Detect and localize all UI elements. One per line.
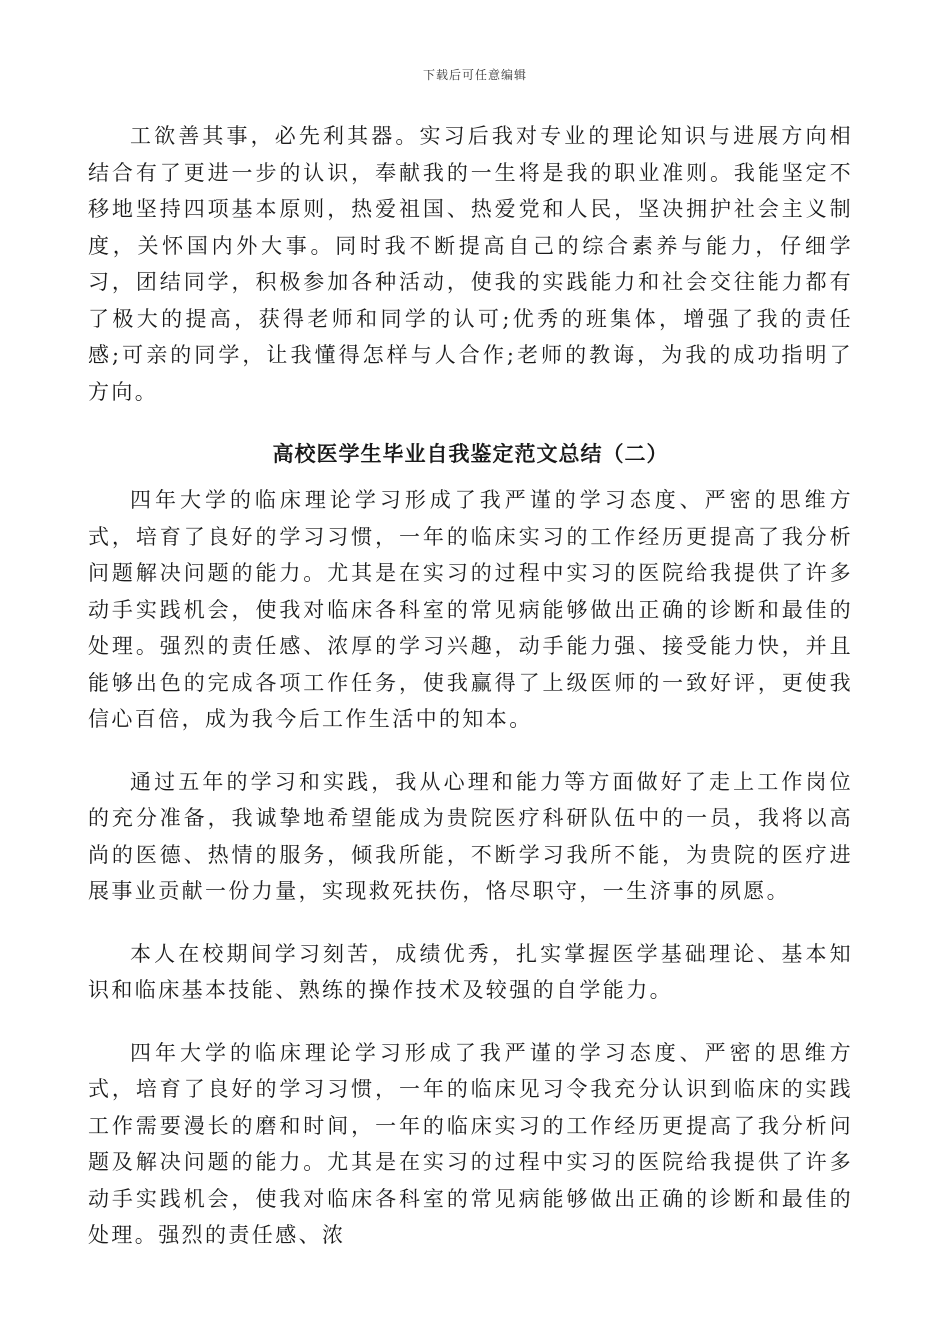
paragraph-2: 四年大学的临床理论学习形成了我严谨的学习态度、严密的思维方式，培育了良好的学习习惯，一年的临床实习的工作经历更提高了我分析问题解决问题的能力。尤其是在实习的过程中实习的医院给我提供了许多动手实践机会，使我对临床各科室的常见病能够做出正确的诊断和最佳的处理。强烈的责任感、浓厚的学习兴趣，动手能力强、接受能力快，并且能够出色的完成各项工作任务，使我赢得了上级医师的一致好评，更使我信心百倍，成为我今后工作生活中的知本。	[88, 488, 853, 731]
spacer	[88, 1009, 853, 1035]
spacer	[88, 738, 853, 764]
section-title: 高校医学生毕业自我鉴定范文总结（二）	[272, 442, 669, 466]
spacer	[88, 472, 853, 482]
paragraph-1: 工欲善其事，必先利其器。实习后我对专业的理论知识与进展方向相结合有了更进一步的认识，奉献我的一生将是我的职业准则。我能坚定不移地坚持四项基本原则，热爱祖国、热爱党和人民，坚决拥护社会主义制度，关怀国内外大事。同时我不断提高自己的综合素养与能力，仔细学习，团结同学，积极参加各种活动，使我的实践能力和社会交往能力都有了极大的提高，获得老师和同学的认可;优秀的班集体，增强了我的责任感;可亲的同学，让我懂得怎样与人合作;老师的教诲，为我的成功指明了方向。	[88, 124, 853, 404]
spacer	[88, 410, 853, 436]
paragraph-5: 四年大学的临床理论学习形成了我严谨的学习态度、严密的思维方式，培育了良好的学习习惯，一年的临床见习令我充分认识到临床的实践工作需要漫长的磨和时间，一年的临床实习的工作经历更提高了我分析问题及解决问题的能力。尤其是在实习的过程中实习的医院给我提供了许多动手实践机会，使我对临床各科室的常见病能够做出正确的诊断和最佳的处理。强烈的责任感、浓	[88, 1040, 853, 1247]
spacer	[88, 910, 853, 936]
header-note: 下载后可任意编辑	[422, 68, 527, 82]
document-body	[88, 118, 853, 1254]
paragraph-4: 本人在校期间学习刻苦，成绩优秀，扎实掌握医学基础理论、基本知识和临床基本技能、熟练的操作技术及较强的自学能力。	[88, 941, 853, 1002]
paragraph-3: 通过五年的学习和实践，我从心理和能力等方面做好了走上工作岗位的充分准备，我诚挚地希望能成为贵院医疗科研队伍中的一员，我将以高尚的医德、热情的服务，倾我所能，不断学习我所不能，为贵院的医疗进展事业贡献一份力量，实现救死扶伤，恪尽职守，一生济事的夙愿。	[88, 769, 853, 903]
